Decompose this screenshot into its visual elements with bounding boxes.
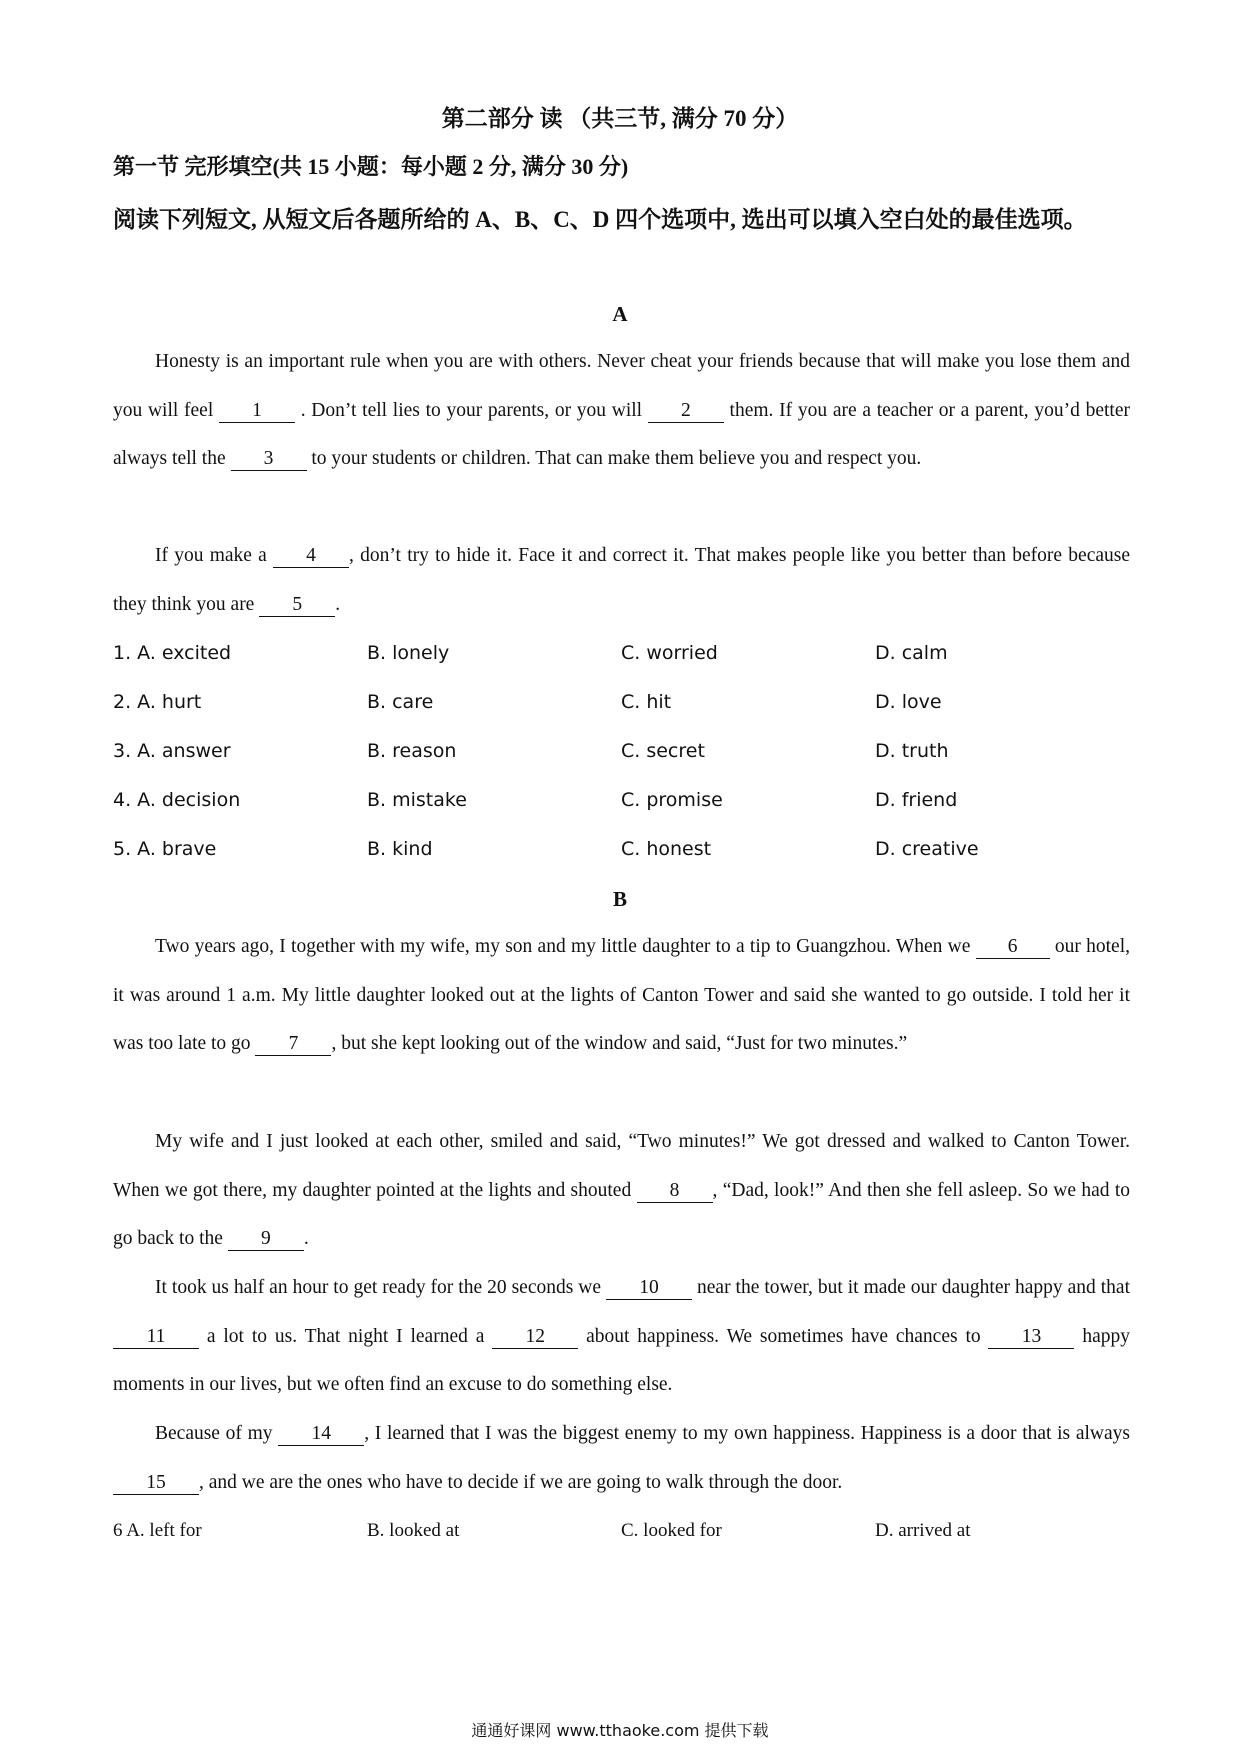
- blank-11: 11: [113, 1326, 199, 1349]
- option-b[interactable]: B. kind: [367, 838, 433, 860]
- question-row: [113, 691, 1133, 721]
- option-c[interactable]: C. hit: [621, 691, 672, 713]
- option-d[interactable]: D. creative: [875, 838, 979, 860]
- instructions: 阅读下列短文, 从短文后各题所给的 A、B、C、D 四个选项中, 选出可以填入空白处的最佳选项。: [113, 207, 1087, 232]
- text: , but she kept looking out of the window and said, “Just for two minutes.”: [331, 1033, 908, 1054]
- text: , I learned that I was the biggest enemy to my own happiness. Happiness is a door that is always: [364, 1423, 1130, 1444]
- question-row: [113, 838, 1133, 868]
- passage-a-letter: A: [612, 302, 628, 326]
- passage-b-paragraph-1: [113, 923, 1130, 1069]
- blank-4: 4: [273, 545, 349, 568]
- blank-6: 6: [976, 936, 1050, 959]
- blank-12: 12: [492, 1326, 578, 1349]
- option-b[interactable]: B. reason: [367, 740, 457, 762]
- text: . Don’t tell lies to your parents, or you will: [294, 399, 648, 421]
- question-row: [113, 740, 1133, 770]
- passage-b-paragraph-3: [113, 1264, 1130, 1410]
- option-d[interactable]: D. calm: [875, 642, 948, 664]
- question-row: [113, 789, 1133, 819]
- blank-9: 9: [228, 1228, 304, 1251]
- text: them. If you are a teacher or a parent, you’d better always tell the: [113, 399, 1130, 469]
- blank-13: 13: [988, 1326, 1074, 1349]
- footer-source: 通通好课网 www.tthaoke.com 提供下载: [471, 1721, 769, 1740]
- option-c[interactable]: C. honest: [621, 838, 712, 860]
- passage-a-paragraph-2: [113, 532, 1130, 629]
- blank-7: 7: [255, 1033, 331, 1056]
- option-c[interactable]: C. promise: [621, 789, 723, 811]
- text: about happiness. We sometimes have chances to: [578, 1325, 989, 1347]
- option-a[interactable]: 4. A. decision: [113, 789, 241, 811]
- blank-15: 15: [113, 1472, 199, 1495]
- blank-1: 1: [219, 400, 295, 423]
- passage-a-paragraph-1: [113, 338, 1130, 484]
- option-a[interactable]: 1. A. excited: [113, 642, 232, 664]
- text: happy moments in our lives, but we often find an excuse to do something else.: [113, 1325, 1131, 1395]
- option-c[interactable]: C. looked for: [621, 1520, 722, 1541]
- option-d[interactable]: D. truth: [875, 740, 949, 762]
- text: Honesty is an important rule when you are with others. Never cheat your friends because that will make you lose them and you will feel: [113, 351, 1130, 421]
- option-b[interactable]: B. mistake: [367, 789, 467, 811]
- option-d[interactable]: D. arrived at: [875, 1520, 971, 1541]
- text: .: [335, 593, 341, 615]
- text: , “Dad, look!” And then she fell asleep. So we had to go back to the: [113, 1179, 1130, 1249]
- text: to your students or children. That can make them believe you and respect you.: [306, 448, 922, 469]
- option-a[interactable]: 5. A. brave: [113, 838, 217, 860]
- passage-b-letter: B: [612, 887, 627, 911]
- question-row: [113, 1520, 1133, 1550]
- blank-3: 3: [231, 448, 307, 471]
- blank-2: 2: [648, 400, 724, 423]
- text: If you make a: [155, 545, 274, 566]
- text: a lot to us. That night I learned a: [199, 1325, 493, 1347]
- text: our hotel, it was around 1 a.m. My little daughter looked out at the lights of Canton Tower and said she wanted to go outside. I told her it was too late to go: [113, 936, 1130, 1054]
- option-b[interactable]: B. care: [367, 691, 434, 713]
- text: , and we are the ones who have to decide if we are going to walk through the door.: [199, 1471, 843, 1493]
- option-c[interactable]: C. worried: [621, 642, 718, 664]
- option-d[interactable]: D. friend: [875, 789, 958, 811]
- text: Two years ago, I together with my wife, my son and my little daughter to a tip to Guangzhou. When we: [155, 936, 976, 957]
- passage-b-paragraph-4: [113, 1410, 1130, 1507]
- text: near the tower, but it made our daughter happy and that: [692, 1277, 1130, 1298]
- text: My wife and I just looked at each other, smiled and said, “Two minutes!” We got dressed and walked to Canton Tower. When we got there, my daughter pointed at the lights and shouted: [113, 1131, 1130, 1201]
- option-b[interactable]: B. looked at: [367, 1520, 460, 1541]
- option-a[interactable]: 6 A. left for: [113, 1520, 202, 1541]
- text: Because of my: [155, 1423, 279, 1444]
- option-a[interactable]: 2. A. hurt: [113, 691, 202, 713]
- section-heading: 第一节 完形填空(共 15 小题：每小题 2 分, 满分 30 分): [113, 154, 629, 179]
- question-row: [113, 642, 1133, 672]
- option-c[interactable]: C. secret: [621, 740, 705, 762]
- blank-8: 8: [637, 1180, 713, 1203]
- option-b[interactable]: B. lonely: [367, 642, 450, 664]
- option-d[interactable]: D. love: [875, 691, 942, 713]
- text: , don’t try to hide it. Face it and correct it. That makes people like you better than before because they think you are: [113, 545, 1130, 615]
- option-a[interactable]: 3. A. answer: [113, 740, 231, 762]
- passage-b-paragraph-2: [113, 1118, 1130, 1264]
- part-title: 第二部分 读 （共三节, 满分 70 分）: [441, 106, 799, 131]
- text: .: [303, 1228, 309, 1249]
- blank-14: 14: [278, 1423, 364, 1446]
- text: It took us half an hour to get ready for the 20 seconds we: [155, 1277, 607, 1298]
- blank-5: 5: [259, 594, 335, 617]
- blank-10: 10: [606, 1277, 692, 1300]
